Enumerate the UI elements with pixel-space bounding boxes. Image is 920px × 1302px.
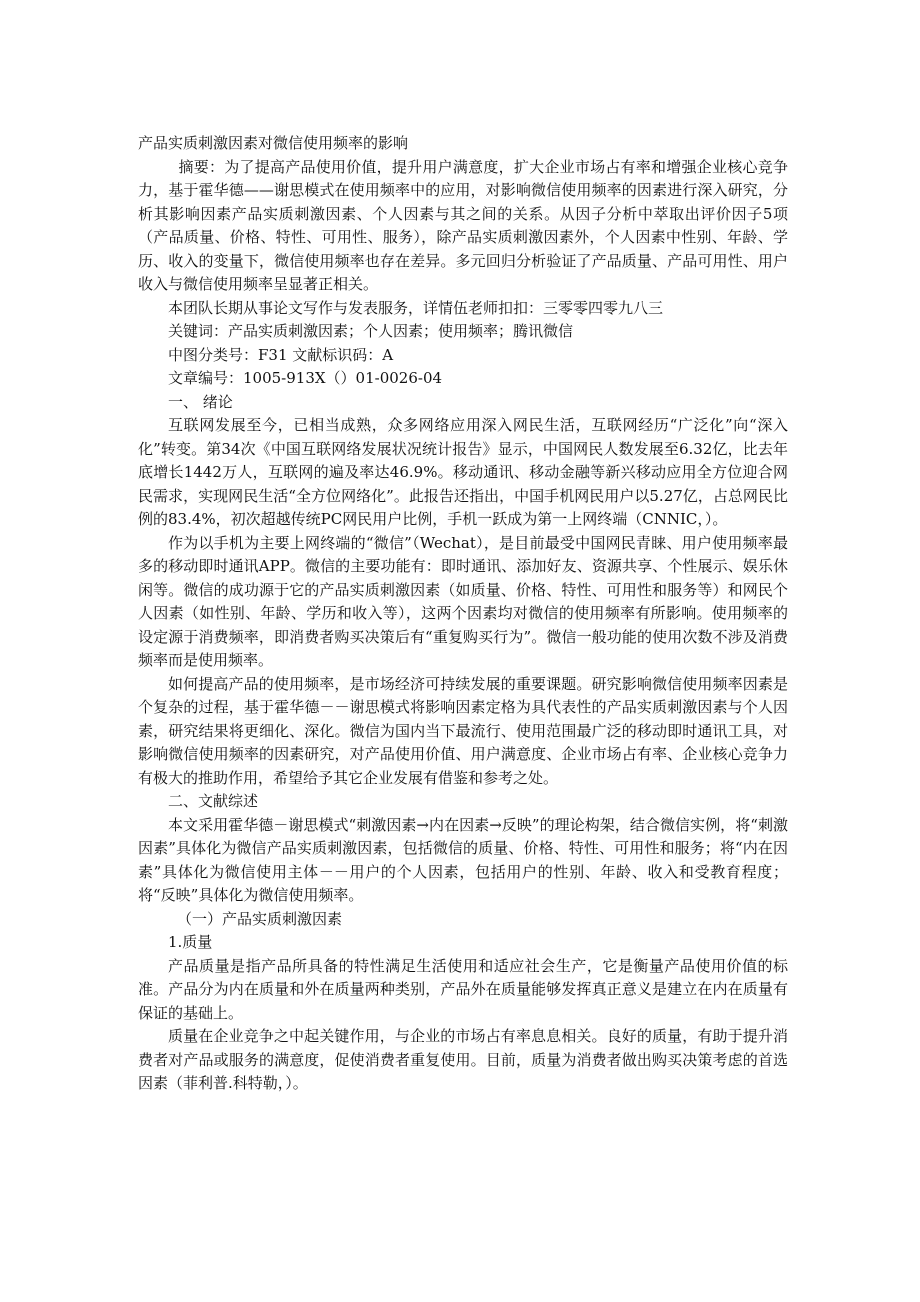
- document-page: [138, 132, 788, 1096]
- body-paragraph: 互联网发展至今，已相当成熟，众多网络应用深入网民生活，互联网经历“广泛化”向“深入化”转变。第34次《中国互联网络发展状况统计报告》显示，中国网民人数发展至6.32亿，比去年底增长1442万人，互联网的遍及率达46.9%。移动通讯、移动金融等新兴移动应用全方位迎合网民需求，实现网民生活“全方位网络化”。此报告还指出，中国手机网民用户以5.27亿，占总网民比例的83.4%，初次超越传统PC网民用户比例，手机一跃成为第一上网终端（CNNIC，）。: [138, 416, 788, 528]
- body-paragraph: 本文采用霍华德－谢思模式“刺激因素→内在因素→反映”的理论构架，结合微信实例，将“刺激因素”具体化为微信产品实质刺激因素，包括微信的质量、价格、特性、可用性和服务；将“内在因素”具体化为微信使用主体－－用户的个人因素，包括用户的性别、年龄、收入和受教育程度；将“反映”具体化为微信使用频率。: [138, 815, 788, 904]
- section-heading-literature-review: 二、文献综述: [168, 792, 259, 810]
- article-number-line: 文章编号：1005-913X（）01-0026-04: [168, 369, 443, 387]
- keywords-line: 关键词：产品实质刺激因素；个人因素；使用频率；腾讯微信: [168, 322, 574, 340]
- abstract-paragraph: 摘要：为了提高产品使用价值，提升用户满意度，扩大企业市场占有率和增强企业核心竞争力，基于霍华德——谢思模式在使用频率中的应用，对影响微信使用频率的因素进行深入研究，分析其影响因素产品实质刺激因素、个人因素与其之间的关系。从因子分析中萃取出评价因子5项（产品质量、价格、特性、可用性、服务），除产品实质刺激因素外，个人因素中性别、年龄、学历、收入的变量下，微信使用频率也存在差异。多元回归分析验证了产品质量、产品可用性、用户收入与微信使用频率呈显著正相关。: [138, 157, 788, 293]
- subsection-heading: （一）产品实质刺激因素: [177, 909, 343, 928]
- classification-line: 中图分类号：F31 文献标识码：A: [168, 345, 394, 364]
- body-paragraph: 质量在企业竞争之中起关键作用，与企业的市场占有率息息相关。良好的质量，有助于提升消费者对产品或服务的满意度，促使消费者重复使用。目前，质量为消费者做出购买决策考虑的首选因素（菲利普.科特勒，）。: [138, 1027, 788, 1092]
- team-notice: 本团队长期从事论文写作与发表服务，详情伍老师扣扣：三零零四零九八三: [168, 298, 664, 317]
- body-paragraph: 产品质量是指产品所具备的特性满足生活使用和适应社会生产，它是衡量产品使用价值的标准。产品分为内在质量和外在质量两种类别，产品外在质量能够发挥真正意义是建立在内在质量有保证的基础上。: [138, 956, 788, 1022]
- body-paragraph: 如何提高产品的使用频率，是市场经济可持续发展的重要课题。研究影响微信使用频率因素是个复杂的过程，基于霍华德－－谢思模式将影响因素定格为具代表性的产品实质刺激因素与个人因素，研究结果将更细化、深化。微信为国内当下最流行、使用范围最广泛的移动即时通讯工具，对影响微信使用频率的因素研究，对产品使用价值、用户满意度、企业市场占有率、企业核心竞争力有极大的推助作用，希望给予其它企业发展有借鉴和参考之处。: [138, 674, 788, 787]
- item-heading-quality: 1.质量: [168, 933, 213, 951]
- document-title: 产品实质刺激因素对微信使用频率的影响: [138, 134, 409, 152]
- section-heading-introduction: 一、 绪论: [168, 392, 233, 411]
- body-paragraph: 作为以手机为主要上网终端的“微信”（Wechat），是目前最受中国网民青睐、用户使用频率最多的移动即时通讯APP。微信的主要功能有：即时通讯、添加好友、资源共享、个性展示、娱乐休闲等。微信的成功源于它的产品实质刺激因素（如质量、价格、特性、可用性和服务等）和网民个人因素（如性别、年龄、学历和收入等），这两个因素均对微信的使用频率有所影响。使用频率的设定源于消费频率，即消费者购买决策后有“重复购买行为”。微信一般功能的使用次数不涉及消费频率而是使用频率。: [138, 533, 788, 669]
